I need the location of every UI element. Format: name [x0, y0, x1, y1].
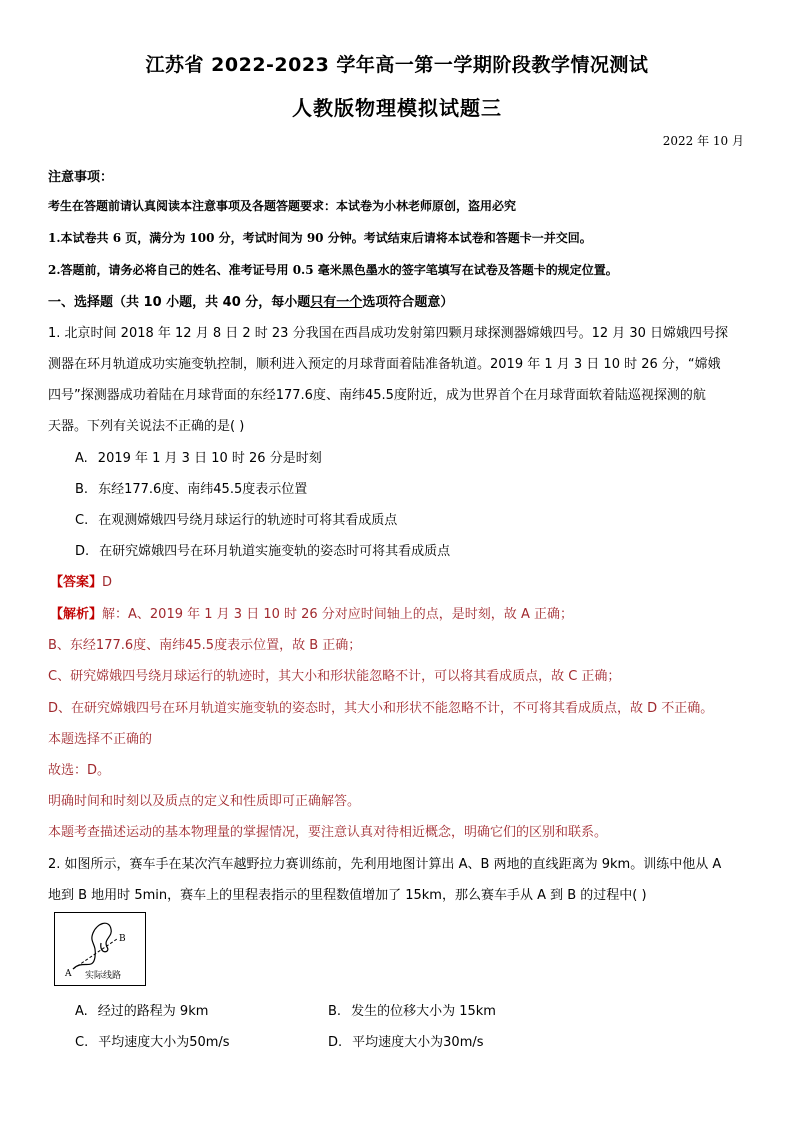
q1-option-a: A. 2019 年 1 月 3 日 10 时 26 分是时刻 — [75, 451, 322, 466]
section-suffix: 选项符合题意） — [362, 295, 454, 310]
analysis-label: 【解析】 — [50, 607, 103, 622]
route-diagram — [55, 913, 145, 985]
q2-option-b: B. 发生的位移大小为 15km — [328, 1004, 496, 1019]
displacement-line — [73, 939, 117, 969]
answer-value: D — [102, 575, 113, 590]
q2-option-c: C. 平均速度大小为50m/s — [75, 1035, 230, 1050]
section-heading — [48, 291, 453, 310]
section-underlined: 只有一个 — [310, 295, 363, 310]
notice-heading: 注意事项： — [48, 170, 114, 185]
actual-route-line — [73, 923, 111, 969]
notice-line-2: 1.本试卷共 6 页，满分为 100 分，考试时间为 90 分钟。考试结束后请将本试卷和答题卡一并交回。 — [48, 231, 592, 245]
notice-line-1: 考生在答题前请认真阅读本注意事项及各题答题要求：本试卷为小林老师原创，盗用必究 — [48, 199, 517, 213]
section-prefix: 一、选择题（共 10 小题，共 40 分，每小题 — [48, 295, 311, 310]
q1-line: 天器。下列有关说法不正确的是( ) — [48, 419, 245, 434]
exam-title: 江苏省 2022-2023 学年高一第一学期阶段教学情况测试 — [145, 54, 649, 76]
q1-option-b: B. 东经177.6度、南纬45.5度表示位置 — [75, 482, 308, 497]
question-1-stem — [48, 318, 748, 442]
q1-analysis-7: 明确时间和时刻以及质点的定义和性质即可正确解答。 — [48, 794, 361, 809]
q1-line: 测器在环月轨道成功实施变轨控制，顺利进入预定的月球背面着陆准备轨道。2019 年 1 月 3 日 10 时 26 分，“嫦娥 — [48, 357, 721, 372]
q1-analysis-1: 【解析】解：A、2019 年 1 月 3 日 10 时 26 分对应时间轴上的点，是时刻，故 A 正确； — [50, 607, 573, 622]
q1-line: 四号”探测器成功着陆在月球背面的东经177.6度、南纬45.5度附近，成为世界首个在月球背面软着陆巡视探测的航 — [48, 388, 706, 403]
q1-analysis-3: C、研究嫦娥四号绕月球运行的轨迹时，其大小和形状能忽略不计，可以将其看成质点，故 C 正确； — [48, 669, 621, 684]
q1-option-c: C. 在观测嫦娥四号绕月球运行的轨迹时可将其看成质点 — [75, 513, 398, 528]
q1-analysis-4: D、在研究嫦娥四号在环月轨道实施变轨的姿态时，其大小和形状不能忽略不计，不可将其看成质点，故 D 不正确。 — [48, 701, 714, 716]
q2-line: 2. 如图所示，赛车手在某次汽车越野拉力赛训练前，先利用地图计算出 A、B 两地的直线距离为 9km。训练中他从 A — [48, 857, 722, 872]
q1-line: 1. 北京时间 2018 年 12 月 8 日 2 时 23 分我国在西昌成功发射第四颗月球探测器嫦娥四号。12 月 30 日嫦娥四号探 — [48, 326, 729, 341]
q1-analysis-2: B、东经177.6度、南纬45.5度表示位置，故 B 正确； — [48, 638, 362, 653]
q1-analysis-5: 本题选择不正确的 — [48, 732, 153, 747]
route-caption: 实际线路 — [85, 971, 122, 981]
exam-subtitle: 人教版物理模拟试题三 — [292, 96, 502, 120]
q1-answer — [50, 571, 112, 590]
notice-line-3: 2.答题前，请务必将自己的姓名、准考证号用 0.5 毫米黑色墨水的签字笔填写在试卷及答题卡的规定位置。 — [48, 263, 618, 277]
exam-date: 2022 年 10 月 — [662, 134, 744, 148]
answer-label: 【答案】 — [50, 575, 103, 590]
route-figure — [54, 912, 146, 986]
q2-line: 地到 B 地用时 5min，赛车上的里程表指示的里程数值增加了 15km，那么赛车手从 A 到 B 的过程中( ) — [48, 888, 647, 903]
q1-option-d: D. 在研究嫦娥四号在环月轨道实施变轨的姿态时可将其看成质点 — [75, 544, 451, 559]
q1-analysis-8: 本题考查描述运动的基本物理量的掌握情况，要注意认真对待相近概念，明确它们的区别和联系。 — [48, 825, 608, 840]
question-2-stem — [48, 849, 748, 911]
q2-option-a: A. 经过的路程为 9km — [75, 1004, 209, 1019]
point-b-label: B — [119, 934, 126, 944]
point-a-label: A — [65, 969, 72, 979]
q2-option-d: D. 平均速度大小为30m/s — [328, 1035, 484, 1050]
q1-analysis-6: 故选：D。 — [48, 763, 111, 778]
